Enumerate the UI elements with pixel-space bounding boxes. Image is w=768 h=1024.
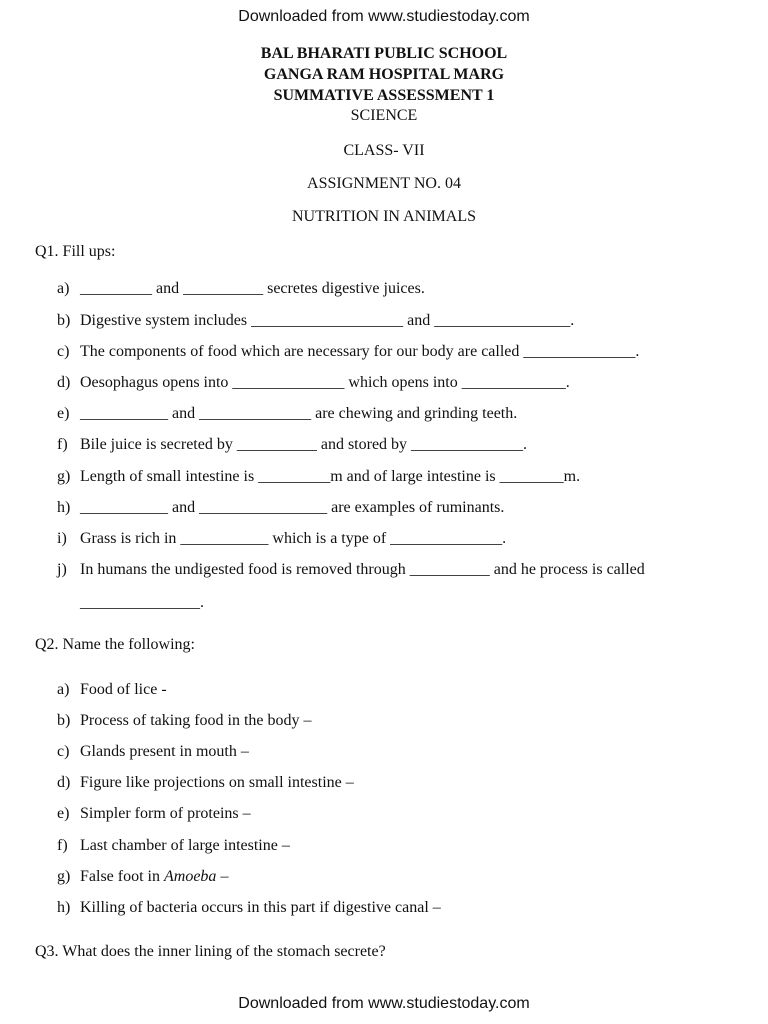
item-text-italic: Amoeba bbox=[164, 868, 217, 885]
item-label: c) bbox=[57, 743, 70, 760]
item-text: Killing of bacteria occurs in this part if digestive canal – bbox=[80, 899, 441, 916]
item-text: Food of lice - bbox=[80, 681, 167, 698]
topic-title: NUTRITION IN ANIMALS bbox=[292, 208, 476, 225]
item-text: Last chamber of large intestine – bbox=[80, 837, 290, 854]
item-label: g) bbox=[57, 868, 71, 885]
item-label: d) bbox=[57, 774, 71, 791]
q1-item bbox=[57, 498, 737, 518]
item-label: e) bbox=[57, 405, 70, 422]
q2-item bbox=[57, 711, 737, 731]
item-label: h) bbox=[57, 899, 71, 916]
item-text: Process of taking food in the body – bbox=[80, 712, 312, 729]
q2-item bbox=[57, 898, 737, 918]
item-text: Figure like projections on small intestine – bbox=[80, 774, 354, 791]
item-label: j) bbox=[57, 561, 67, 578]
subject-title: SCIENCE bbox=[350, 107, 418, 124]
download-banner-bottom: Downloaded from www.studiestoday.com bbox=[238, 995, 530, 1012]
school-name: BAL BHARATI PUBLIC SCHOOL bbox=[260, 45, 508, 62]
item-text: Simpler form of proteins – bbox=[80, 805, 251, 822]
item-label: e) bbox=[57, 805, 70, 822]
item-text: In humans the undigested food is removed through __________ and he process is called bbox=[80, 561, 645, 578]
q1-item bbox=[57, 404, 737, 424]
item-text-pre: False foot in bbox=[80, 868, 164, 885]
exam-title: SUMMATIVE ASSESSMENT 1 bbox=[273, 87, 495, 104]
item-label: f) bbox=[57, 436, 68, 453]
q1-item bbox=[57, 560, 737, 580]
q1-item bbox=[57, 467, 737, 487]
q1-item bbox=[57, 311, 737, 331]
item-text: Oesophagus opens into ______________ which opens into _____________. bbox=[80, 374, 570, 391]
q2-item bbox=[57, 680, 737, 700]
item-text: Length of small intestine is _________m and of large intestine is ________m. bbox=[80, 468, 581, 485]
item-text: Bile juice is secreted by __________ and stored by ______________. bbox=[80, 436, 528, 453]
item-text: _________ and __________ secretes digestive juices. bbox=[80, 280, 425, 297]
q1-item bbox=[57, 279, 737, 299]
item-text-post: – bbox=[216, 868, 229, 885]
item-label: b) bbox=[57, 312, 71, 329]
school-address: GANGA RAM HOSPITAL MARG bbox=[263, 66, 505, 83]
item-text: ___________ and ________________ are examples of ruminants. bbox=[80, 499, 505, 516]
assignment-title: ASSIGNMENT NO. 04 bbox=[307, 175, 461, 192]
class-title: CLASS- VII bbox=[343, 142, 425, 159]
q2-item bbox=[57, 836, 737, 856]
item-label: h) bbox=[57, 499, 71, 516]
q1-item bbox=[57, 529, 737, 549]
download-banner-top: Downloaded from www.studiestoday.com bbox=[238, 8, 530, 25]
item-label: i) bbox=[57, 530, 67, 547]
item-label: c) bbox=[57, 343, 70, 360]
q2-title: Q2. Name the following: bbox=[35, 636, 195, 653]
q1-item bbox=[57, 342, 737, 362]
item-label: a) bbox=[57, 681, 70, 698]
item-text: Grass is rich in ___________ which is a type of ______________. bbox=[80, 530, 507, 547]
item-text: Glands present in mouth – bbox=[80, 743, 249, 760]
q3-title: Q3. What does the inner lining of the stomach secrete? bbox=[35, 943, 386, 960]
q2-item bbox=[57, 773, 737, 793]
q2-item bbox=[57, 867, 737, 887]
q1-item bbox=[57, 435, 737, 455]
q1-item bbox=[57, 373, 737, 393]
q2-item bbox=[57, 804, 737, 824]
item-label: d) bbox=[57, 374, 71, 391]
item-text: ___________ and ______________ are chewing and grinding teeth. bbox=[80, 405, 518, 422]
item-label: f) bbox=[57, 837, 68, 854]
item-label: b) bbox=[57, 712, 71, 729]
item-text: Digestive system includes ___________________ and _________________. bbox=[80, 312, 575, 329]
item-label: a) bbox=[57, 280, 70, 297]
q1-title: Q1. Fill ups: bbox=[35, 243, 116, 260]
q2-item bbox=[57, 742, 737, 762]
item-label: g) bbox=[57, 468, 71, 485]
q1-item-j-continuation: _______________. bbox=[80, 594, 204, 611]
item-text: The components of food which are necessary for our body are called ______________. bbox=[80, 343, 640, 360]
